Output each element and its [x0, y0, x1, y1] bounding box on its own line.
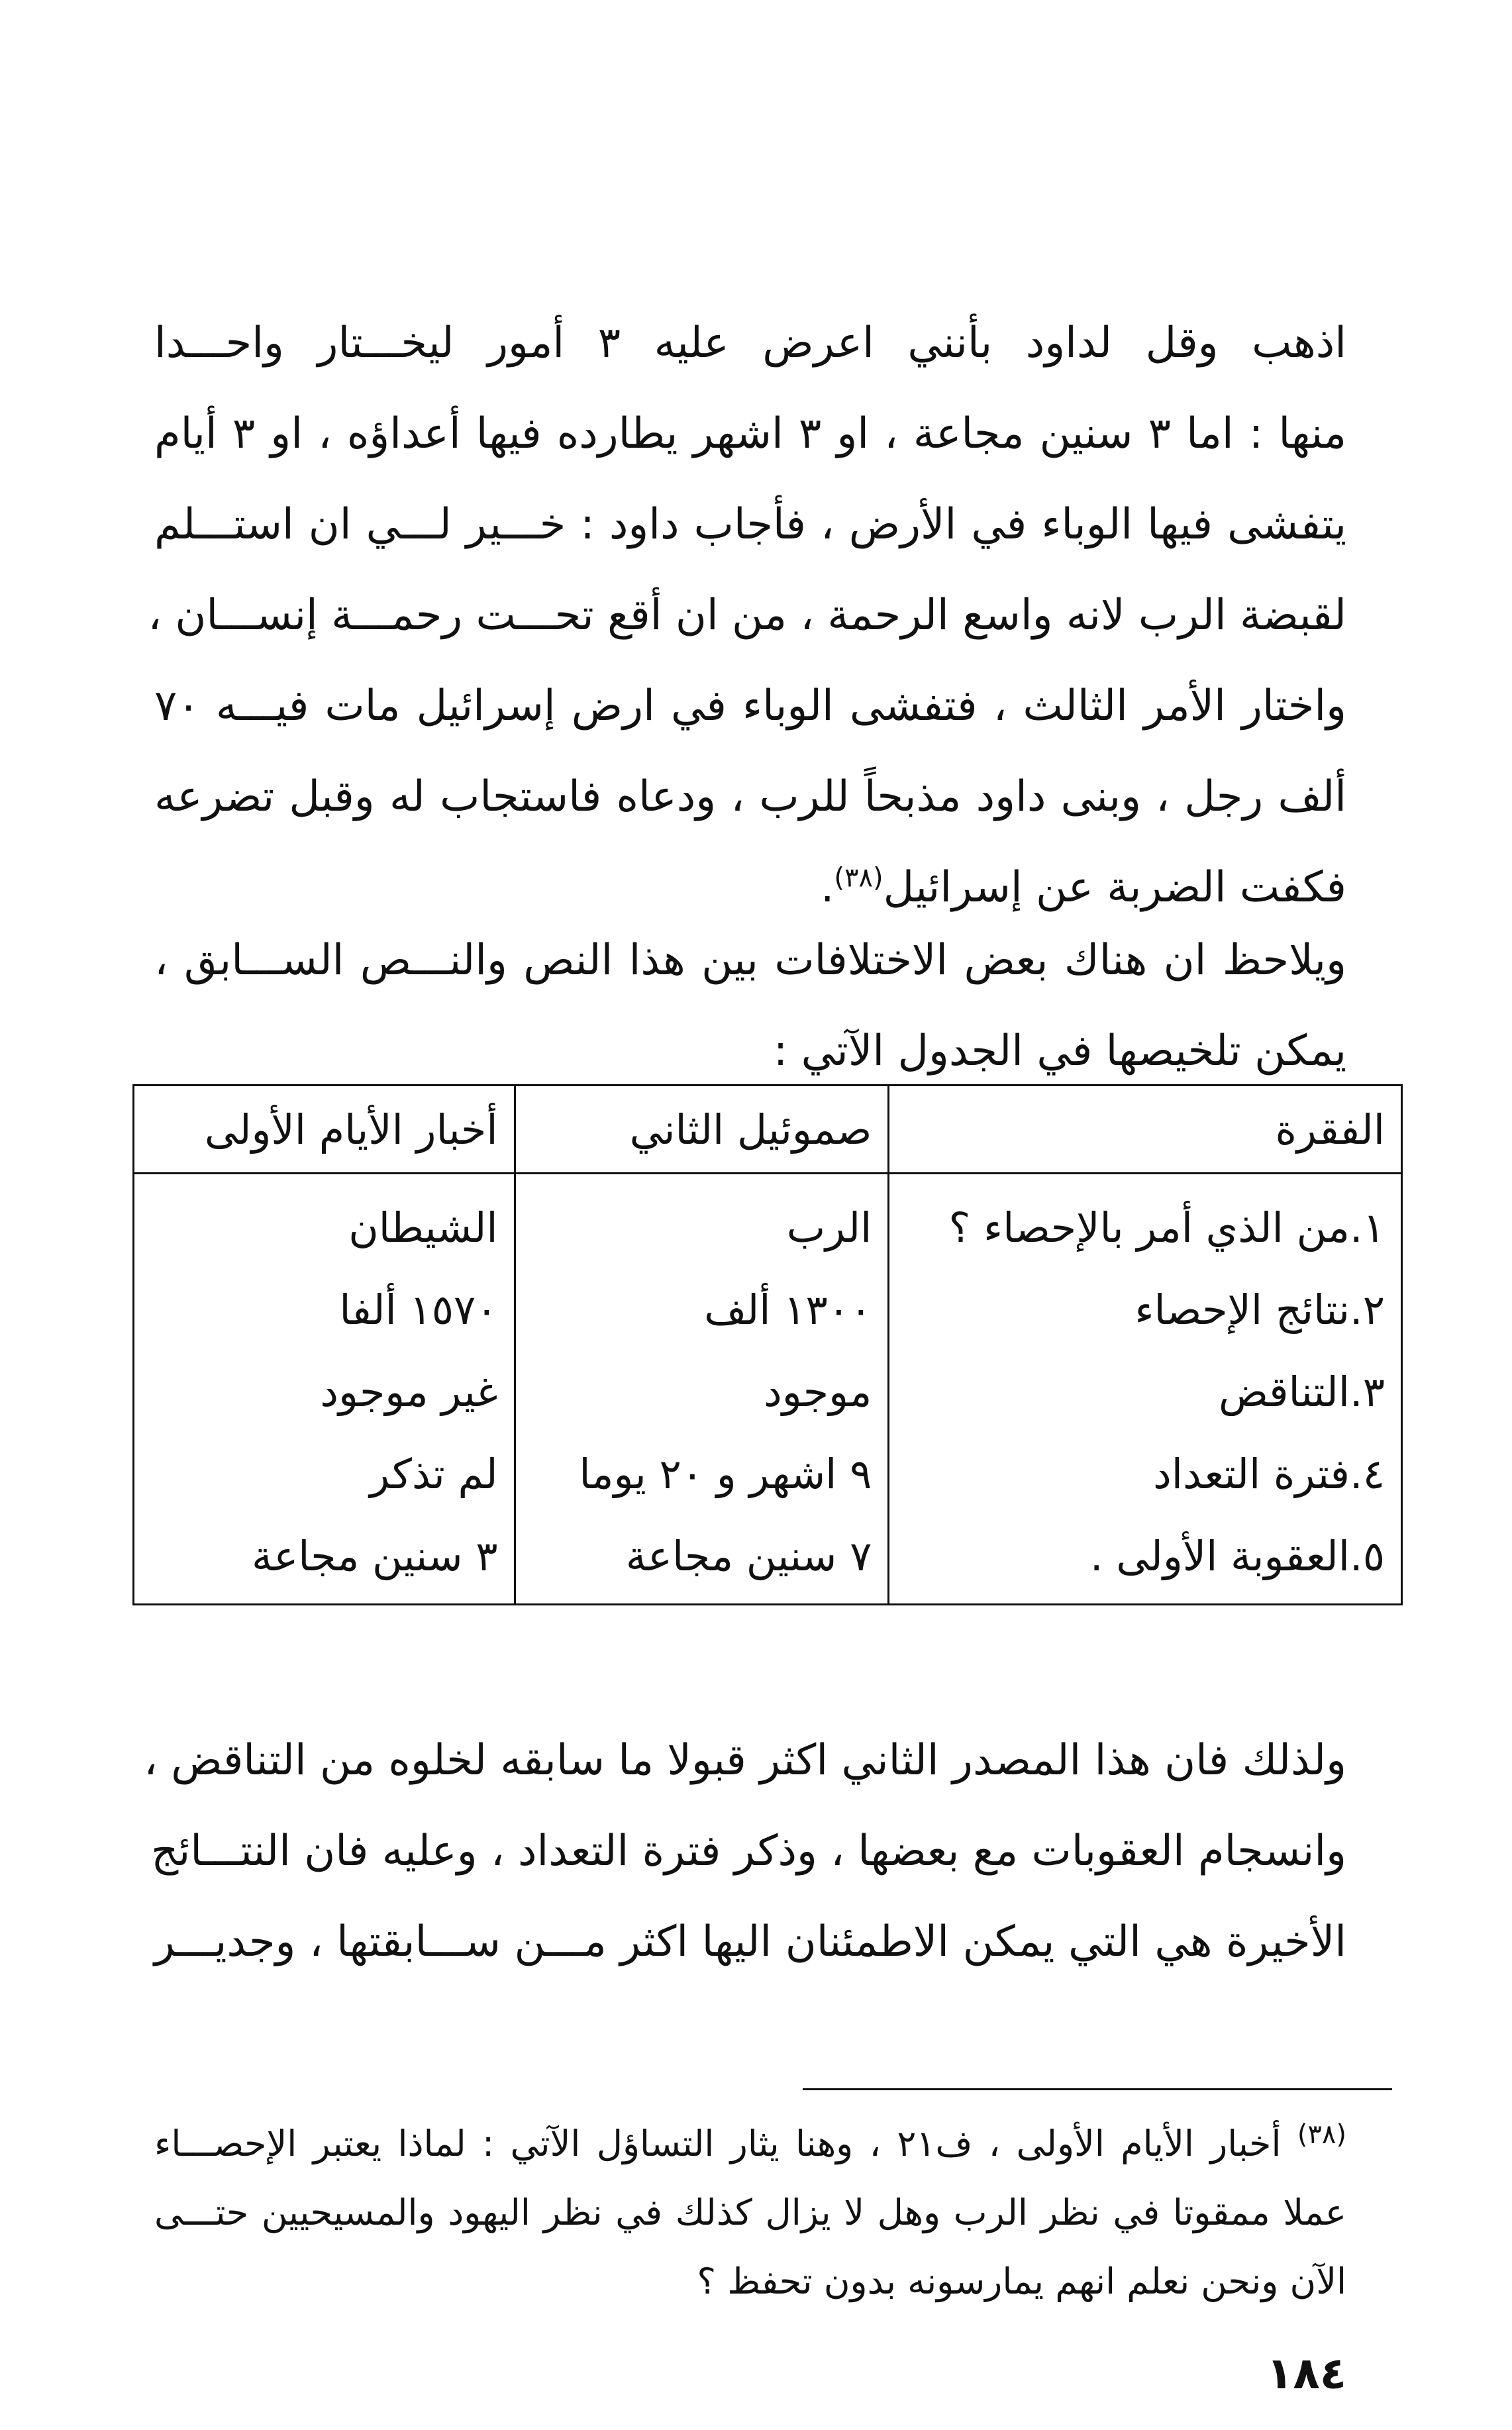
table-cell: ٢.نتائج الإحصاء: [889, 1268, 1402, 1350]
table-cell: ١٥٧٠ ألفا: [134, 1268, 515, 1350]
header-paragraph: الفقرة: [889, 1086, 1402, 1174]
text-line: يتفشى فيها الوباء في الأرض ، فأجاب داود : خـــير لـــي ان استـــلم: [154, 500, 1346, 549]
table-cell: ١٣٠٠ ألف: [515, 1268, 889, 1350]
table-row: [134, 1174, 1402, 1269]
footnote: [154, 2109, 1346, 2316]
footnote-reference: (٣٨): [834, 862, 883, 893]
intro-last-punct: .: [821, 863, 834, 912]
table-row: [134, 1268, 1402, 1350]
page-number: ١٨٤: [1266, 2348, 1346, 2399]
table-row: [134, 1433, 1402, 1515]
intro-paragraph: [148, 298, 1347, 933]
text-line: ويلاحظ ان هناك بعض الاختلافات بين هذا النص والنـــص الســـابق ،: [154, 936, 1346, 985]
table-cell: ٣.التناقض: [889, 1350, 1402, 1433]
table-cell: ٤.فترة التعداد: [889, 1433, 1402, 1515]
text-line: منها : اما ٣ سنين مجاعة ، او ٣ اشهر يطارده فيها أعداؤه ، او ٣ أيام: [154, 409, 1347, 458]
text-line: اذهب وقل لداود بأنني اعرض عليه ٣ أمور ليخـــتار واحـــدا: [154, 319, 1346, 368]
footnote-text: أخبار الأيام الأولى ، ف٢١ ، وهنا يثار التساؤل الآتي : لماذا يعتبر الإحصـــاء: [154, 2123, 1282, 2164]
text-line: ولذلك فان هذا المصدر الثاني اكثر قبولا ما سابقه لخلوه من التناقض ،: [144, 1736, 1346, 1785]
text-line: واختار الأمر الثالث ، فتفشى الوباء في ارض إسرائيل مات فيـــه ٧٠: [154, 682, 1346, 731]
comparison-table: [132, 1084, 1403, 1605]
note-paragraph: [154, 915, 1346, 1097]
table-cell: الشيطان: [134, 1174, 515, 1269]
footnote-marker: (٣٨): [1297, 2119, 1346, 2150]
table-cell: غير موجود: [134, 1350, 515, 1433]
table-row: [134, 1350, 1402, 1433]
conclusion-paragraph: [144, 1715, 1346, 1988]
table-cell: ٥.العقوبة الأولى .: [889, 1515, 1402, 1605]
table-header-row: [134, 1086, 1402, 1174]
table-cell: ١.من الذي أمر بالإحصاء ؟: [889, 1174, 1402, 1269]
header-chronicles: أخبار الأيام الأولى: [134, 1086, 515, 1174]
footnote-line: عملا ممقوتا في نظر الرب وهل لا يزال كذلك في نظر اليهود والمسيحيين حتـــى: [154, 2192, 1346, 2233]
table-cell: ٣ سنين مجاعة: [134, 1515, 515, 1605]
text-line: الأخيرة هي التي يمكن الاطمئنان اليها اكثر مـــن ســـابقتها ، وجديـــر: [154, 1917, 1346, 1966]
text-line: ألف رجل ، وبنى داود مذبحاً للرب ، ودعاه فاستجاب له وقبل تضرعه: [154, 772, 1346, 821]
table-row: [134, 1515, 1402, 1605]
table-cell: لم تذكر: [134, 1433, 515, 1515]
text-line: وانسجام العقوبات مع بعضها ، وذكر فترة التعداد ، وعليه فان النتـــائج: [151, 1827, 1346, 1876]
footnote-line: [154, 2109, 1346, 2178]
table-cell: موجود: [515, 1350, 889, 1433]
intro-last-text: فكفت الضربة عن إسرائيل: [883, 863, 1346, 912]
text-line: لقبضة الرب لانه واسع الرحمة ، من ان أقع تحـــت رحمـــة إنســـان ،: [148, 591, 1346, 640]
header-samuel: صموئيل الثاني: [515, 1086, 889, 1174]
footnote-line: الآن ونحن نعلم انهم يمارسونه بدون تحفظ ؟: [697, 2260, 1346, 2302]
table-cell: ٩ اشهر و ٢٠ يوما: [515, 1433, 889, 1515]
table-cell: ٧ سنين مجاعة: [515, 1515, 889, 1605]
text-line: يمكن تلخيصها في الجدول الآتي :: [773, 1027, 1346, 1076]
table-cell: الرب: [515, 1174, 889, 1269]
footnote-divider: [803, 2088, 1392, 2090]
